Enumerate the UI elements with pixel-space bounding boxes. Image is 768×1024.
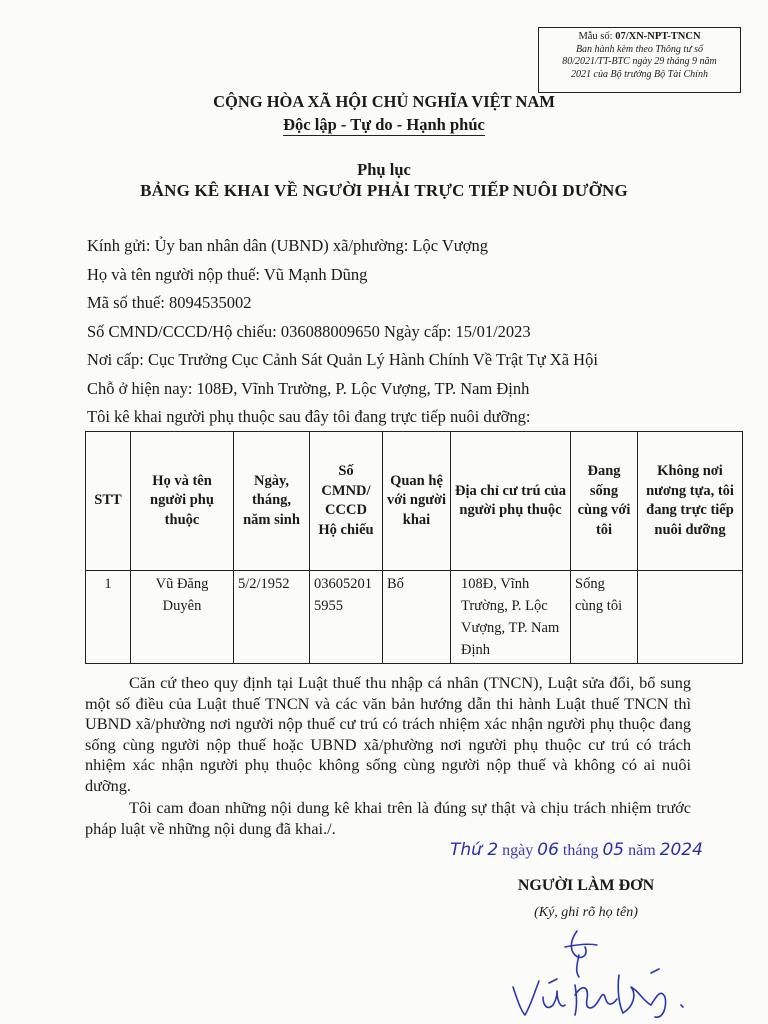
header-address: Địa chỉ cư trú của người phụ thuộc bbox=[451, 432, 571, 571]
signing-date bbox=[450, 840, 750, 860]
motto bbox=[0, 115, 768, 136]
table-header-row bbox=[86, 432, 743, 571]
document-title: BẢNG KÊ KHAI VỀ NGƯỜI PHẢI TRỰC TIẾP NUÔI DƯỠNG bbox=[140, 181, 628, 200]
header-id-number: Số CMND/ CCCD Hộ chiếu bbox=[310, 432, 383, 571]
form-number: 07/XN-NPT-TNCN bbox=[615, 31, 701, 42]
header-birth-date: Ngày, tháng, năm sinh bbox=[234, 432, 310, 571]
month-handwritten: 05 bbox=[602, 840, 625, 860]
day-label: ngày bbox=[502, 842, 534, 859]
header-no-support: Không nơi nương tựa, tôi đang trực tiếp nuôi dưỡng bbox=[638, 432, 743, 571]
form-box-line-1: Ban hành kèm theo Thông tư số bbox=[575, 43, 704, 55]
day-handwritten: 06 bbox=[537, 840, 559, 860]
cell-relationship: Bố bbox=[383, 571, 451, 664]
commitment-text: Tôi cam đoan những nội dung kê khai trên là đúng sự thật và chịu trách nhiệm trước pháp luật về những nội dung đã khai./. bbox=[85, 798, 691, 838]
header-living-with: Đang sống cùng với tôi bbox=[571, 432, 638, 571]
field-id-number: Số CMND/CCCD/Hộ chiếu: 036088009650 Ngày cấp: 15/01/2023 bbox=[87, 322, 531, 341]
signer-title: NGƯỜI LÀM ĐƠN bbox=[517, 877, 655, 894]
signer-note: (Ký, ghi rõ họ tên) bbox=[534, 905, 638, 920]
field-tax-code: Mã số thuế: 8094535002 bbox=[87, 293, 252, 312]
year-label: năm bbox=[628, 842, 656, 859]
commitment-paragraph bbox=[85, 798, 691, 839]
dependents-table bbox=[85, 431, 743, 664]
field-taxpayer-name: Họ và tên người nộp thuế: Vũ Mạnh Dũng bbox=[87, 265, 368, 284]
cell-id-number: 036052015955 bbox=[310, 571, 383, 664]
nation-header: CỘNG HÒA XÃ HỘI CHỦ NGHĨA VIỆT NAM bbox=[213, 92, 555, 111]
header-name: Họ và tên người phụ thuộc bbox=[131, 432, 234, 571]
month-label: tháng bbox=[562, 842, 599, 859]
form-number-box bbox=[538, 27, 741, 93]
form-number-label: Mẫu số: bbox=[578, 31, 613, 42]
cell-stt: 1 bbox=[86, 571, 131, 664]
weekday-handwritten: Thứ 2 bbox=[450, 840, 499, 860]
form-box-line-3: 2021 của Bộ trưởng Bộ Tài Chính bbox=[571, 68, 708, 80]
form-box-line-2: 80/2021/TT-BTC ngày 29 tháng 9 năm bbox=[562, 56, 717, 67]
motto-text: Độc lập - Tự do - Hạnh phúc bbox=[283, 115, 485, 134]
cell-living-with: Sống cùng tôi bbox=[571, 571, 638, 664]
table-row bbox=[86, 571, 743, 664]
field-issue-place: Nơi cấp: Cục Trưởng Cục Cảnh Sát Quản Lý Hành Chính Về Trật Tự Xã Hội bbox=[87, 350, 598, 369]
field-declaration: Tôi kê khai người phụ thuộc sau đây tôi đang trực tiếp nuôi dưỡng: bbox=[87, 407, 531, 426]
field-recipient: Kính gửi: Ủy ban nhân dân (UBND) xã/phường: Lộc Vượng bbox=[87, 236, 488, 255]
legal-basis-text: Căn cứ theo quy định tại Luật thuế thu nhập cá nhân (TNCN), Luật sửa đổi, bổ sung một số điều của Luật thuế TNCN và các văn bản hướng dẫn thi hành Luật thuế TNCN thì UBND xã/phường nơi người nộp thuế cư trú có trách nhiệm xác nhận người phụ thuộc đang sống cùng người nộp thuế hoặc UBND xã/phường nơi người phụ thuộc cư trú có trách nhiệm xác nhận người phụ thuộc không sống cùng người nộp thuế và không có ai nuôi dưỡng. bbox=[85, 673, 691, 795]
legal-basis-paragraph bbox=[85, 673, 691, 796]
year-handwritten: 2024 bbox=[659, 840, 703, 860]
header-relationship: Quan hệ với người khai bbox=[383, 432, 451, 571]
handwritten-signature bbox=[505, 925, 695, 1020]
cell-birth-date: 5/2/1952 bbox=[234, 571, 310, 664]
header-stt: STT bbox=[86, 432, 131, 571]
cell-name: Vũ Đăng Duyên bbox=[131, 571, 234, 664]
cell-no-support bbox=[638, 571, 743, 664]
appendix-label: Phụ lục bbox=[357, 160, 411, 179]
cell-address: 108Đ, Vĩnh Trường, P. Lộc Vượng, TP. Nam Định bbox=[451, 571, 571, 664]
field-address: Chỗ ở hiện nay: 108Đ, Vĩnh Trường, P. Lộc Vượng, TP. Nam Định bbox=[87, 379, 530, 398]
